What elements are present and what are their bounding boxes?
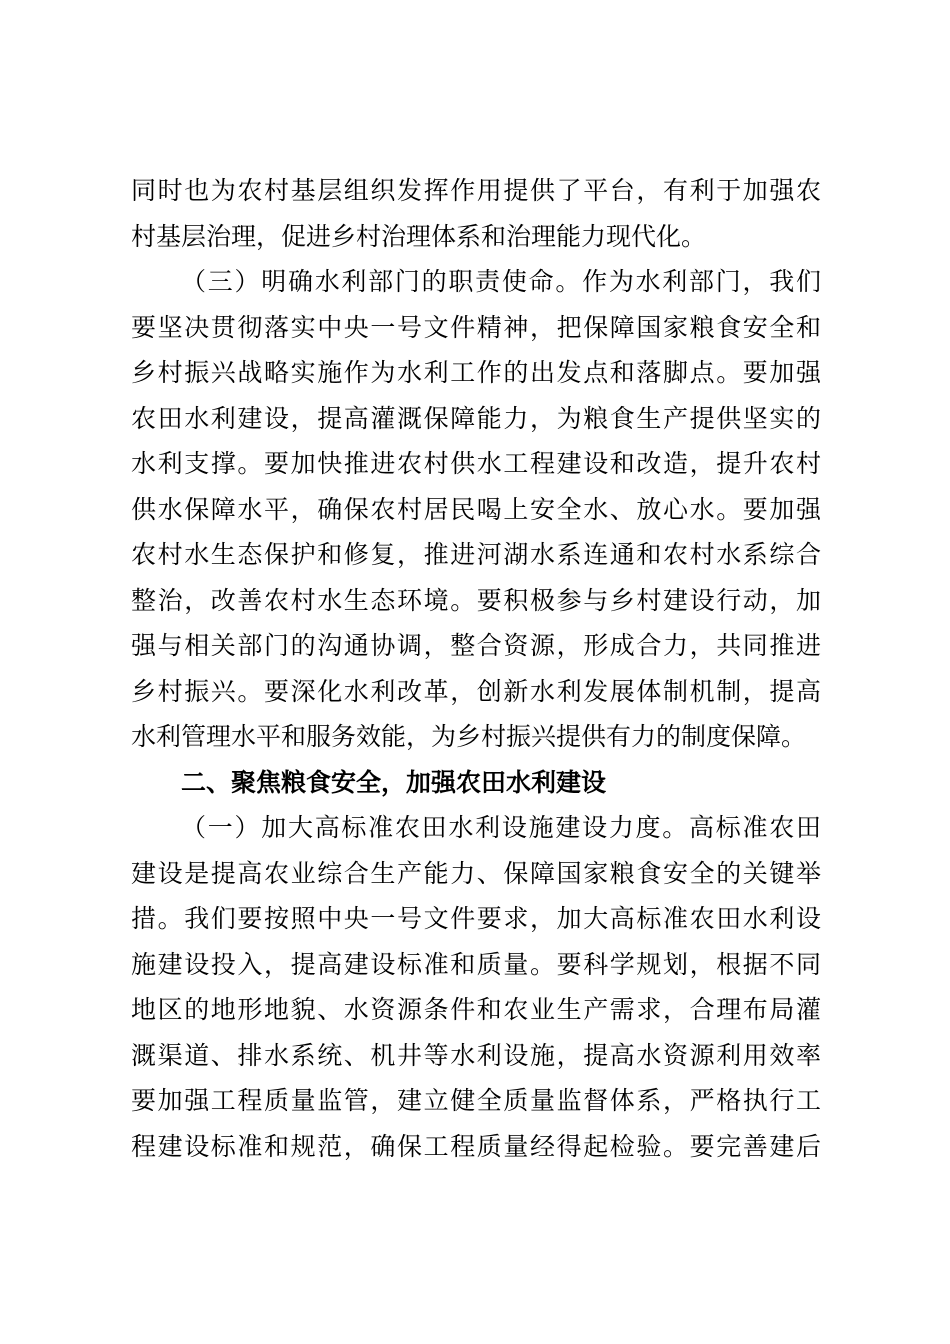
body-text-line: （一）加大高标准农田水利设施建设力度。高标准农田 <box>181 813 821 842</box>
body-text-line: 乡村振兴战略实施作为水利工作的出发点和落脚点。要加强 <box>131 358 821 387</box>
body-text-line: 程建设标准和规范，确保工程质量经得起检验。要完善建后 <box>131 1131 821 1161</box>
body-text-line: 建设是提高农业综合生产能力、保障国家粮食安全的关键举 <box>131 858 821 888</box>
body-text-line: 强与相关部门的沟通协调，整合资源，形成合力，共同推进 <box>131 631 821 660</box>
document-body <box>131 168 821 1169</box>
body-text-line: 溉渠道、排水系统、机井等水利设施，提高水资源利用效率 <box>131 1040 821 1070</box>
body-text-line: 同时也为农村基层组织发挥作用提供了平台，有利于加强农 <box>131 176 821 205</box>
body-text-line: 整治，改善农村水生态环境。要积极参与乡村建设行动，加 <box>131 585 821 615</box>
body-text-line: 要加强工程质量监管，建立健全质量监督体系，严格执行工 <box>131 1086 821 1115</box>
body-text-line: 施建设投入，提高建设标准和质量。要科学规划，根据不同 <box>131 949 821 979</box>
body-text-line: 乡村振兴。要深化水利改革，创新水利发展体制机制，提高 <box>131 676 821 706</box>
body-text-line: 农村水生态保护和修复，推进河湖水系连通和农村水系综合 <box>131 540 821 569</box>
body-text-line: 水利支撑。要加快推进农村供水工程建设和改造，提升农村 <box>131 449 821 478</box>
section-heading: 二、聚焦粮食安全，加强农田水利建设 <box>181 767 607 797</box>
body-text-line: 要坚决贯彻落实中央一号文件精神，把保障国家粮食安全和 <box>131 312 821 342</box>
body-text-line: 措。我们要按照中央一号文件要求，加大高标准农田水利设 <box>131 904 821 933</box>
body-text-line: 农田水利建设，提高灌溉保障能力，为粮食生产提供坚实的 <box>131 403 821 433</box>
body-text-line: 地区的地形地貌、水资源条件和农业生产需求，合理布局灌 <box>131 995 821 1024</box>
body-text-line: 村基层治理，促进乡村治理体系和治理能力现代化。 <box>131 221 707 251</box>
body-text-line: （三）明确水利部门的职责使命。作为水利部门，我们 <box>181 267 821 296</box>
body-text-line: 水利管理水平和服务效能，为乡村振兴提供有力的制度保障。 <box>131 722 807 751</box>
body-text-line: 供水保障水平，确保农村居民喝上安全水、放心水。要加强 <box>131 494 821 524</box>
